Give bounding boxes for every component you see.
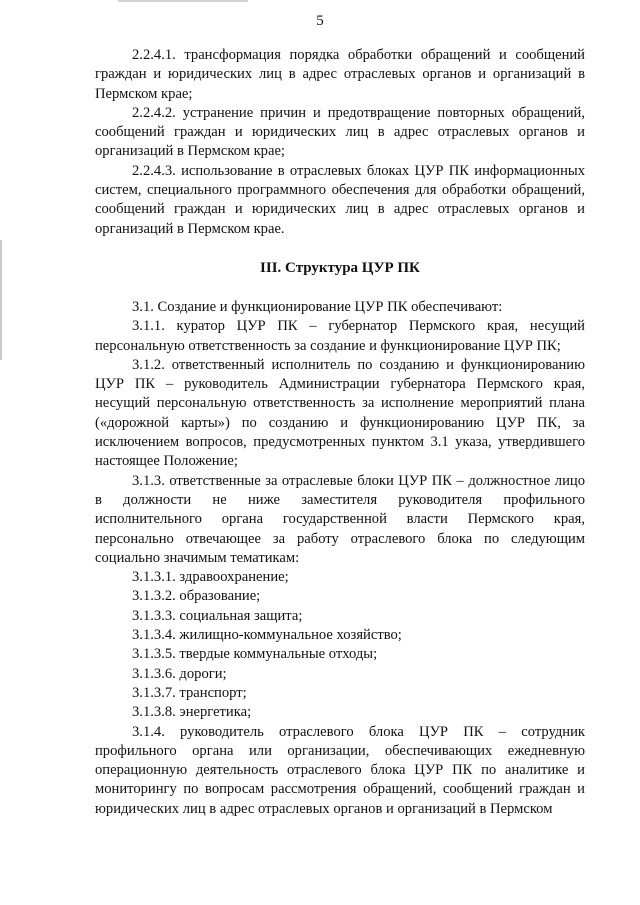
document-body: [95, 46, 585, 819]
list-item: 3.1.3.5. твердые коммунальные отходы;: [132, 646, 378, 663]
top-edge-mark: [118, 0, 248, 2]
list-item: 3.1.3.3. социальная защита;: [132, 607, 303, 624]
section-heading: III. Структура ЦУР ПК: [260, 259, 420, 276]
topic-list: [95, 568, 585, 722]
page-number: 5: [316, 13, 324, 29]
paragraph-3-1-3: 3.1.3. ответственные за отраслевые блоки ЦУР ПК – должностное лицо в должности не ниже заместителя руководителя профильного исполнительного органа государственной власти Пермского края, персонально отвечающее за работу отраслевого блока по следующим социально значимым тематикам:: [95, 472, 585, 566]
paragraph-3-1-2: 3.1.2. ответственный исполнитель по созданию и функционированию ЦУР ПК – руководитель Администрации губернатора Пермского края, несущий персональную ответственность за исполнение мероприятий плана («дорожной карты») по созданию и функционированию ЦУР ПК, за исключением вопросов, предусмотренных пунктом 3.1 указа, утвердившего настоящее Положение;: [95, 356, 585, 470]
list-item: 3.1.3.1. здравоохранение;: [132, 569, 289, 586]
list-item: 3.1.3.7. транспорт;: [132, 684, 247, 701]
paragraph-3-1-1: 3.1.1. куратор ЦУР ПК – губернатор Пермского края, несущий персональную ответственность за создание и функционирование ЦУР ПК;: [95, 318, 585, 354]
left-edge-mark: [0, 240, 2, 360]
list-item: 3.1.3.6. дороги;: [132, 665, 227, 682]
paragraph-2-2-4-2: 2.2.4.2. устранение причин и предотвращение повторных обращений, сообщений граждан и юридических лиц в адрес отраслевых органов и организаций в Пермском крае;: [95, 104, 585, 160]
paragraph-3-1-4: 3.1.4. руководитель отраслевого блока ЦУР ПК – сотрудник профильного органа или организации, обеспечивающих ежедневную операционную деятельность отраслевого блока ЦУР ПК по аналитике и мониторингу по вопросам рассмотрения обращений, сообщений граждан и юридических лиц в адрес отраслевых органов и организаций в Пермском: [95, 723, 585, 817]
list-item: 3.1.3.2. образование;: [132, 588, 261, 605]
paragraph-2-2-4-3: 2.2.4.3. использование в отраслевых блоках ЦУР ПК информационных систем, специального программного обеспечения для обработки обращений, сообщений граждан и юридических лиц в адрес отраслевых органов и организаций в Пермском крае.: [95, 162, 585, 237]
list-item: 3.1.3.4. жилищно-коммунальное хозяйство;: [132, 627, 402, 644]
paragraph-2-2-4-1: 2.2.4.1. трансформация порядка обработки обращений и сообщений граждан и юридических лиц в адрес отраслевых органов и организаций в Пермском крае;: [95, 47, 585, 102]
paragraph-3-1: 3.1. Создание и функционирование ЦУР ПК обеспечивают:: [132, 298, 503, 315]
list-item: 3.1.3.8. энергетика;: [132, 704, 252, 721]
